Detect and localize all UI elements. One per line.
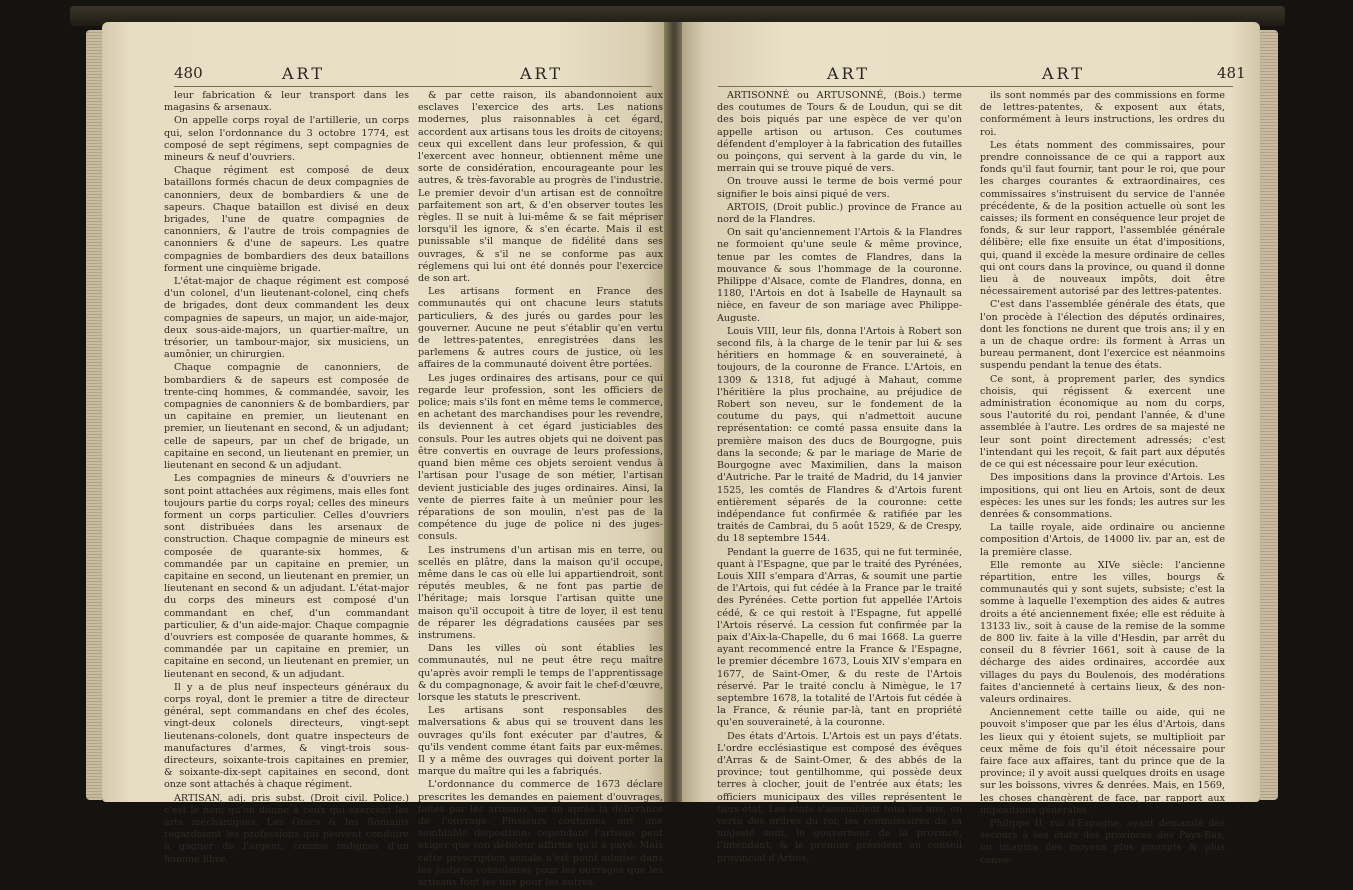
running-head-right-1: ART <box>827 64 870 83</box>
right-page-edges <box>1260 30 1278 800</box>
paragraph: Chaque régiment est composé de deux bataillons formés chacun de deux compagnies de canonniers, deux de bombardiers & une de sapeurs. Chaque bataillon est divisé en deux brigades, l'une de quatre compagnies de canonniers, & l'autre de trois compagnies de canonniers & d'une de sapeurs. Les quatre compagnies de bombardiers des deux bataillons forment une cinquième brigade. <box>164 165 409 274</box>
left-column-1 <box>164 90 409 867</box>
running-head-right-2: ART <box>1042 64 1085 83</box>
paragraph: ARTISONNÉ ou ARTUSONNÉ, (Bois.) terme des coutumes de Tours & de Loudun, qui se dit des bois piqués par une espèce de ver qu'on appelle artison ou artuson. Ces coutumes défendent d'employer à la fabrication des futailles ou poinçons, qui servent à la garde du vin, le merrain qui se trouve piqué de vers. <box>717 90 962 175</box>
right-page <box>682 22 1260 866</box>
left-page-edges <box>86 30 102 800</box>
paragraph: Les juges ordinaires des artisans, pour ce qui regarde leur profession, sont les officiers de police; mais s'ils font en même tems le commerce, en achetant des marchandises pour les revendre, ils deviennent à cet égard justiciables des consuls. Pour les autres objets qui ne doivent pas être convertis en ouvrage de leurs professions, quand bien même ces objets seroient vendus à l'artisan pour l'usage de son métier, l'artisan devient justiciable des juges ordinaires. Ainsi, la vente de pierres faite à un meûnier pour les réparations de son moulin, n'est pas de la compétence du juge de police ni des juges-consuls. <box>418 372 663 543</box>
paragraph: Les instrumens d'un artisan mis en terre, ou scellés en plâtre, dans la maison qu'il occupe, même dans le cas où elle lui appartiendroit, sont réputés meubles, & ne font pas partie de l'héritage; mais lorsque l'artisan quitte une maison qu'il occupoit à titre de loyer, il est tenu de réparer les dégradations causées par ses instrumens. <box>418 544 663 641</box>
paragraph: L'ordonnance du commerce de 1673 déclare prescrites les demandes en paiement d'ouvrages, faites par les artisans, un an après la délivrance de l'ouvrage. Plusieurs coutumes ont une semblable disposition: cependant l'artisan peut exiger que son débiteur affirme qu'il a payé. Mais cette prescription annale n'est point admise dans les justices consulaires pour les ouvrages que les artisans font les uns pour les autres. <box>418 779 663 888</box>
paragraph: Chaque compagnie de canonniers, de bombardiers & de sapeurs est composée de trente-cinq hommes, & commandée, savoir, les compagnies de canonniers & de bombardiers, par un capitaine en premier, un lieutenant en premier, un lieutenant en second, & un adjudant; celle de sapeurs, par un chef de brigade, un capitaine en second, un lieutenant en premier, un lieutenant en second & un adjudant. <box>164 362 409 472</box>
paragraph: Des états d'Artois. L'Artois est un pays d'états. L'ordre ecclésiastique est composé des évêques d'Arras & de Saint-Omer, & des abbés de la province; tout gentilhomme, qui possède deux terres à clocher, jouit de l'entrée aux états; les officiers municipaux des villes représentent le tiers-état. Les états s'assemblent tous les ans, en vertu des ordres du roi; les commissaires de sa majesté sont, le gouverneur de la province, l'intendant, & le premier président au conseil provincial d'Artois; <box>717 730 962 864</box>
paragraph: ils sont nommés par des commissions en forme de lettres-patentes, & exposent aux états, conformément à leurs instructions, les ordres du roi. <box>980 90 1225 138</box>
paragraph: Les artisans sont responsables des malversations & abus qui se trouvent dans les ouvrages qu'ils font exécuter par d'autres, & qu'ils vendent comme étant faits par eux-mêmes. Il y a même des ouvrages qui doivent porter la marque du maître qui les a fabriqués. <box>418 705 663 778</box>
paragraph: ARTOIS, (Droit public.) province de France au nord de la Flandres. <box>717 201 962 226</box>
paragraph: Philippe II, roi d'Espagne, ayant demandé des secours à ses états des provinces des Pays-Bas, on imagina des moyens plus prompts & plus conve- <box>980 817 1225 866</box>
paragraph: Les états nomment des commissaires, pour prendre connoissance de ce qui a rapport aux fonds qu'il faut fournir, tant pour le roi, que pour les charges courantes & extraordinaires, ces commissaires s'instruisent du service de l'année précédente, & de la position actuelle où sont les caisses; ils forment en conséquence leur projet de fonds, & sur leur rapport, l'assemblée générale délibère; elle fixe ensuite un état d'impositions, qui, quand il excède la mesure ordinaire de celles qui ont cours dans la province, ou quand il donne lieu à de nouveaux impôts, doit être nécessairement autorisé par des lettres-patentes. <box>980 139 1225 298</box>
page-number-left: 480 <box>174 64 203 82</box>
head-rule-right <box>718 86 1233 87</box>
paragraph: On trouve aussi le terme de bois vermé pour signifier le bois ainsi piqué de vers. <box>717 176 962 200</box>
paragraph: Louis VIII, leur fils, donna l'Artois à Robert son second fils, à la charge de le tenir par lui & ses héritiers en hommage & en souveraineté, à toujours, de la couronne de France. L'Artois, en 1309 & 1318, fut adjugé à Mahaut, comme l'héritière la plus prochaine, au préjudice de Robert son neveu, sur le fondement de la coutume du pays, qui n'admettoit aucune représentation: ce comté passa ensuite dans la première maison des ducs de Bourgogne, puis dans la seconde; & par le mariage de Marie de Bourgogne avec Maximilien, dans la maison d'Autriche. Par le traité de Madrid, du 14 janvier 1525, les comtés de Flandres & d'Artois furent entièrement séparés de la couronne: cette indépendance fut confirmée & ratifiée par les traités de Cambrai, du 5 août 1529, & de Crespy, du 18 septembre 1544. <box>717 325 962 545</box>
paragraph: Elle remonte au XIVe siècle: l'ancienne répartition, entre les villes, bourgs & communautés qui y sont sujets, subsiste; c'est la somme à laquelle l'exemption des aides & autres droits a été anciennement fixée; elle est réduite à 13133 liv., soit à cause de la remise de la somme de 800 liv. faite à la ville d'Hesdin, par arrêt du conseil du 8 février 1661, soit à cause de la décharge des aides ordinaires, accordée aux villages du pays du Boulenois, des modérations faites d'ancienneté à certains lieux, & des non-valeurs ordinaires. <box>980 559 1225 705</box>
paragraph: Anciennement cette taille ou aide, qui ne pouvoit s'imposer que par les élus d'Artois, dans les lieux qui y étoient sujets, se multiplioit par ceux même de fois qu'il étoit nécessaire pour faire face aux affaires, tant du prince que de la province; il y avoit aussi quelques droits en usage sur les boissons, vivres & denrées. Mais, en 1569, les choses changèrent de face, par rapport aux impositions générales. <box>980 707 1225 816</box>
head-rule-left <box>174 86 652 87</box>
paragraph: C'est dans l'assemblée générale des états, que l'on procède à l'élection des députés ordinaires, dont les fonctions ne durent que trois ans; il y en a un de chaque ordre: ils forment à Arras un bureau permanent, dont l'exercice est néanmoins suspendu pendant la tenue des états. <box>980 299 1225 372</box>
right-column-2 <box>980 90 1225 868</box>
left-page <box>102 22 666 888</box>
running-head-left-2: ART <box>520 64 563 83</box>
paragraph: leur fabrication & leur transport dans les magasins & arsenaux. <box>164 90 409 114</box>
running-head-left-1: ART <box>282 64 325 83</box>
right-column-1 <box>717 90 962 866</box>
paragraph: Dans les villes où sont établies les communautés, nul ne peut être reçu maître qu'après avoir rempli le temps de l'apprentissage & du compagnonage, & avoir fait le chef-d'œuvre, lorsque les statuts le prescrivent. <box>418 643 663 703</box>
paragraph: La taille royale, aide ordinaire ou ancienne composition d'Artois, de 14000 liv. par an, est de la première classe. <box>980 522 1225 558</box>
paragraph: Les compagnies de mineurs & d'ouvriers ne sont point attachées aux régimens, mais elles font toujours partie du corps royal; celles des mineurs forment un corps particulier. Celles d'ouvriers sont distribuées dans les arsenaux de construction. Chaque compagnie de mineurs est composée de quarante-six hommes, & commandée par un capitaine en premier, un capitaine en second, un lieutenant en premier, un lieutenant en second & un adjudant. L'état-major du corps des mineurs est composé d'un commandant en chef, d'un commandant particulier, & d'un aide-major. Chaque compagnie d'ouvriers est composée de quarante hommes, & commandée par un capitaine en premier, un capitaine en second, un lieutenant en premier, un lieutenant en second, & un adjudant. <box>164 473 409 680</box>
paragraph: On sait qu'anciennement l'Artois & la Flandres ne formoient qu'une seule & même province, tenue par les comtes de Flandres, dans la mouvance & sous l'hommage de la couronne. Philippe d'Alsace, comte de Flandres, donna, en 1180, l'Artois en dot à Isabelle de Haynault sa nièce, en faveur de son mariage avec Philippe-Auguste. <box>717 227 962 324</box>
left-column-2 <box>418 90 663 890</box>
paragraph: ARTISAN, adj. pris subst. (Droit civil. Police.) c'est le nom qu'on donne à ceux qui exercent les arts méchaniques. Les Grecs & les Romains regardoient les professions qui peuvent conduire à gagner de l'argent, comme indignes d'un homme libre, <box>164 792 409 865</box>
paragraph: Pendant la guerre de 1635, qui ne fut terminée, quant à l'Espagne, que par le traité des Pyrénées, Louis XIII s'empara d'Arras, & soumit une partie de l'Artois, qui fut cédée à la France par le traité des Pyrénées. Cette portion fut appellée l'Artois cédé, & ce qui restoit à l'Espagne, fut appellé l'Artois réservé. La cession fut confirmée par la paix d'Aix-la-Chapelle, du 6 mai 1668. La guerre ayant recommencé entre la France & l'Espagne, le premier décembre 1673, Louis XIV s'empara en 1677, de Saint-Omer, & du reste de l'Artois réservé. Par le traité conclu à Nimègue, le 17 septembre 1678, la totalité de l'Artois fut cédée à la France, & réunie par-là, tant en propriété qu'en souveraineté, à la couronne. <box>717 546 962 729</box>
paragraph: L'état-major de chaque régiment est composé d'un colonel, d'un lieutenant-colonel, cinq chefs de brigades, dont deux commandent les deux compagnies de sapeurs, un major, un aide-major, deux sous-aide-majors, un quartier-maître, un trésorier, un tambour-major, six musiciens, un aumônier, un chirurgien. <box>164 276 409 361</box>
paragraph: Des impositions dans la province d'Artois. Les impositions, qui ont lieu en Artois, sont de deux espèces: les unes sur les fonds; les autres sur les denrées & consommations. <box>980 472 1225 520</box>
paragraph: Ce sont, à proprement parler, des syndics choisis, qui régissent & exercent une administration économique au nom du corps, sous l'autorité du roi, pendant l'année, & d'une assemblée à l'autre. Les ordres de sa majesté ne leur sont point directement adressés; c'est l'intendant qui les reçoit, & fait part aux députés de ce qui est nécessaire pour leur exécution. <box>980 373 1225 471</box>
paragraph: Il y a de plus neuf inspecteurs généraux du corps royal, dont le premier a titre de directeur général, sept commandans en chef des écoles, vingt-deux colonels directeurs, vingt-sept lieutenans-colonels, dont quatre inspecteurs de manufactures d'armes, & vingt-trois sous-directeurs, soixante-trois capitaines en premier, & soixante-dix-sept capitaines en second, dont onze sont attachés à chaque régiment. <box>164 681 409 791</box>
paragraph: & par cette raison, ils abandonnoient aux esclaves l'exercice des arts. Les nations modernes, plus raisonnables à cet égard, accordent aux artisans tous les droits de citoyens; ceux qui excellent dans leur profession, & qui l'exercent avec honneur, obtiennent même une sorte de considération, encourageante pour les autres, & très-favorable au progrès de l'industrie. Le premier devoir d'un artisan est de connoître parfaitement son art, & d'en observer toutes les règles. Il se nuit à lui-même & se fait mépriser lorsqu'il les ignore, & s'en écarte. Mais il est punissable s'il manque de fidélité dans ses ouvrages, & s'il ne se conforme pas aux réglemens qui lui ont été donnés pour l'exercice de son art. <box>418 90 663 285</box>
paragraph: On appelle corps royal de l'artillerie, un corps qui, selon l'ordonnance du 3 octobre 1774, est composé de sept régimens, sept compagnies de mineurs & neuf d'ouvriers. <box>164 115 409 164</box>
book-gutter <box>664 22 684 802</box>
page-number-right: 481 <box>1217 64 1246 82</box>
paragraph: Les artisans forment en France des communautés qui ont chacune leurs statuts particuliers, & des jurés ou gardes pour les gouverner. Aucune ne peut s'établir qu'en vertu de lettres-patentes, enregistrées dans les parlemens & autres cours de justice, où les affaires de la communauté doivent être portées. <box>418 286 663 371</box>
